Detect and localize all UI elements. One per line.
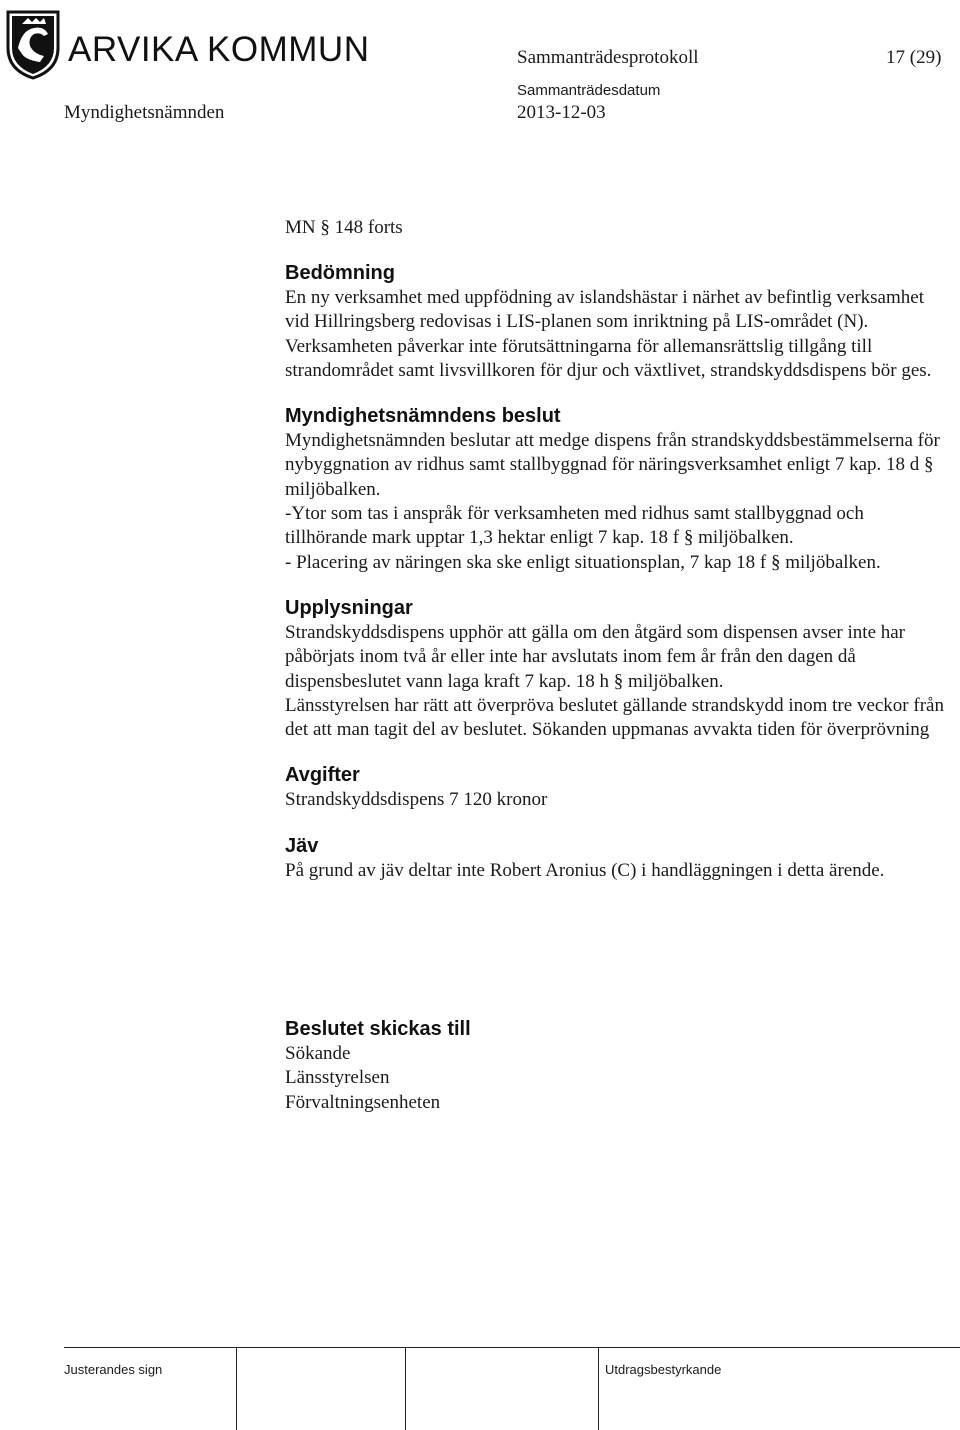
municipality-logo-text: ARVIKA KOMMUN — [68, 30, 370, 69]
information-paragraph: Strandskyddsdispens upphör att gälla om den åtgärd som dispensen avser inte har påbörjats inom två år eller inte har avslutats inom fem år från den dagen då dispensbeslutet vann laga kraft 7 kap. 18 h § miljöbalken. — [285, 621, 906, 692]
extract-certification-label: Utdragsbestyrkande — [605, 1362, 722, 1377]
recipient-item: Sökande — [285, 1043, 351, 1065]
disqualification-heading: Jäv — [285, 834, 319, 857]
municipal-crest-logo — [4, 8, 62, 80]
page-number: 17 (29) — [886, 47, 942, 68]
committee-name: Myndighetsnämnden — [64, 102, 225, 123]
fees-heading: Avgifter — [285, 764, 360, 787]
decision-paragraph: - Placering av näringen ska ske enligt situationsplan, 7 kap 18 f § miljöbalken. — [285, 551, 881, 573]
section-reference: MN § 148 forts — [285, 217, 403, 238]
decision-heading: Myndighetsnämndens beslut — [285, 405, 561, 428]
document-body — [285, 216, 950, 1115]
recipient-item: Förvaltningsenheten — [285, 1091, 441, 1113]
footer-divider — [236, 1348, 237, 1430]
meeting-date-label: Sammanträdesdatum — [517, 82, 661, 99]
footer-divider — [405, 1348, 406, 1430]
decision-paragraph: -Ytor som tas i anspråk för verksamheten med ridhus samt stallbyggnad och tillhörande mark upptar 1,3 hektar enligt 7 kap. 18 f § miljöbalken. — [285, 503, 864, 549]
fees-text: Strandskyddsdispens 7 120 kronor — [285, 789, 548, 811]
assessment-text: En ny verksamhet med uppfödning av islandshästar i närhet av befintlig verksamhet vid Hillringsberg redovisas i LIS-planen som inriktning på LIS-området (N). Verksamheten påverkar inte förutsättningarna för allemansrättslig tillgång till strandområdet samt livsvillkoren för djur och växtlivet, strandskyddsdispens bör ges. — [285, 287, 932, 381]
footer-rule — [64, 1347, 960, 1348]
footer-divider — [598, 1348, 599, 1430]
document-type: Sammanträdesprotokoll — [517, 47, 699, 68]
information-heading: Upplysningar — [285, 596, 413, 619]
assessment-heading: Bedömning — [285, 262, 395, 284]
recipients-heading: Beslutet skickas till — [285, 1018, 471, 1041]
disqualification-text: På grund av jäv deltar inte Robert Aronius (C) i handläggningen i detta ärende. — [285, 859, 885, 881]
information-paragraph: Länsstyrelsen har rätt att överpröva beslutet gällande strandskydd inom tre veckor från det att man tagit del av beslutet. Sökanden uppmanas avvakta tiden för överprövning — [285, 694, 944, 741]
recipient-item: Länsstyrelsen — [285, 1067, 390, 1089]
decision-paragraph: Myndighetsnämnden beslutar att medge dispens från strandskyddsbestämmelserna för nybyggnation av ridhus samt stallbyggnad för näringsverksamhet enligt 7 kap. 18 d § miljöbalken. — [285, 430, 940, 500]
meeting-date-value: 2013-12-03 — [517, 102, 606, 123]
adjuster-signature-label: Justerandes sign — [64, 1362, 163, 1377]
